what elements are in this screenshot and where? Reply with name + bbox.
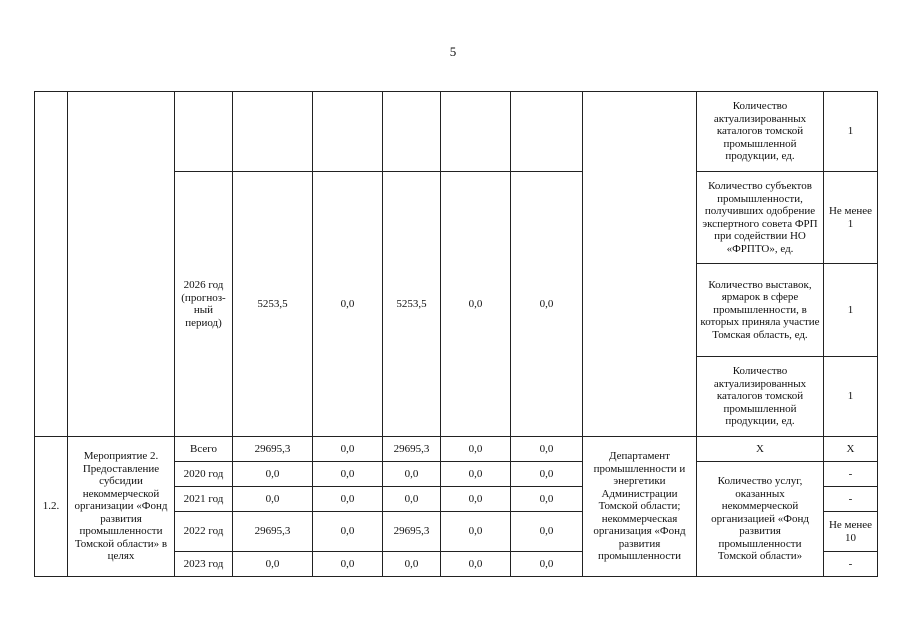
indicator-value: Не менее 10 [824,512,878,552]
event-name: Мероприятие 2. Предоставление субсидии некоммерческой организации «Фонд развития промышленности Томской области» в целях [68,437,175,577]
value-cell: 0,0 [511,487,583,512]
value-cell: 29695,3 [233,437,313,462]
value-cell: 0,0 [511,172,583,437]
indicator-value: 1 [824,92,878,172]
year-cell: 2023 год [175,552,233,577]
value-cell: 0,0 [383,462,441,487]
event-number: 1.2. [35,437,68,577]
value-cell-empty [441,92,511,172]
number-cell-empty [35,92,68,437]
indicator-name: Количество актуализированных каталогов томской промышленной продукции, ед. [697,357,824,437]
value-cell: 0,0 [233,462,313,487]
value-cell-empty [511,92,583,172]
budget-table [34,91,878,577]
value-cell: 0,0 [313,487,383,512]
value-cell: 0,0 [511,512,583,552]
indicator-value: - [824,462,878,487]
value-cell: 0,0 [441,512,511,552]
value-cell: 0,0 [233,552,313,577]
indicator-value: Не менее 1 [824,172,878,264]
indicator-value: - [824,552,878,577]
indicator-name: Х [697,437,824,462]
year-cell: 2020 год [175,462,233,487]
value-cell-empty [233,92,313,172]
value-cell-empty [383,92,441,172]
value-cell: 29695,3 [233,512,313,552]
responsible-cell-empty [583,92,697,437]
year-cell-empty [175,92,233,172]
value-cell: 0,0 [441,172,511,437]
year-cell: 2021 год [175,487,233,512]
indicator-value: 1 [824,357,878,437]
value-cell: 0,0 [233,487,313,512]
value-cell: 29695,3 [383,512,441,552]
indicator-value: Х [824,437,878,462]
value-cell: 0,0 [313,462,383,487]
value-cell: 5253,5 [383,172,441,437]
event-cell-empty [68,92,175,437]
value-cell: 0,0 [383,552,441,577]
value-cell-empty [313,92,383,172]
value-cell: 0,0 [313,437,383,462]
value-cell: 0,0 [441,552,511,577]
value-cell: 0,0 [441,462,511,487]
indicator-value: - [824,487,878,512]
indicator-name: Количество субъектов промышленности, получивших одобрение экспертного совета ФРП при содействии НО «ФРПТО», ед. [697,172,824,264]
responsible-cell: Департамент промышленности и энергетики Администрации Томской области; некоммерческая организация «Фонд развития промышленности [583,437,697,577]
value-cell: 0,0 [313,512,383,552]
table-row [35,437,878,462]
value-cell: 0,0 [511,437,583,462]
value-cell: 0,0 [383,487,441,512]
indicator-name: Количество выставок, ярмарок в сфере промышленности, в которых приняла участие Томская область, ед. [697,264,824,357]
table-row [35,92,878,172]
value-cell: 5253,5 [233,172,313,437]
page-number: 5 [449,44,457,59]
indicator-name: Количество актуализированных каталогов томской промышленной продукции, ед. [697,92,824,172]
year-cell: 2022 год [175,512,233,552]
value-cell: 0,0 [511,462,583,487]
value-cell: 0,0 [511,552,583,577]
indicator-name: Количество услуг, оказанных некоммерческой организацией «Фонд развития промышленности Томской области» [697,462,824,577]
year-cell: Всего [175,437,233,462]
value-cell: 0,0 [441,437,511,462]
value-cell: 0,0 [313,552,383,577]
value-cell: 29695,3 [383,437,441,462]
value-cell: 0,0 [441,487,511,512]
value-cell: 0,0 [313,172,383,437]
indicator-value: 1 [824,264,878,357]
year-cell: 2026 год (прогноз-ный период) [175,172,233,437]
